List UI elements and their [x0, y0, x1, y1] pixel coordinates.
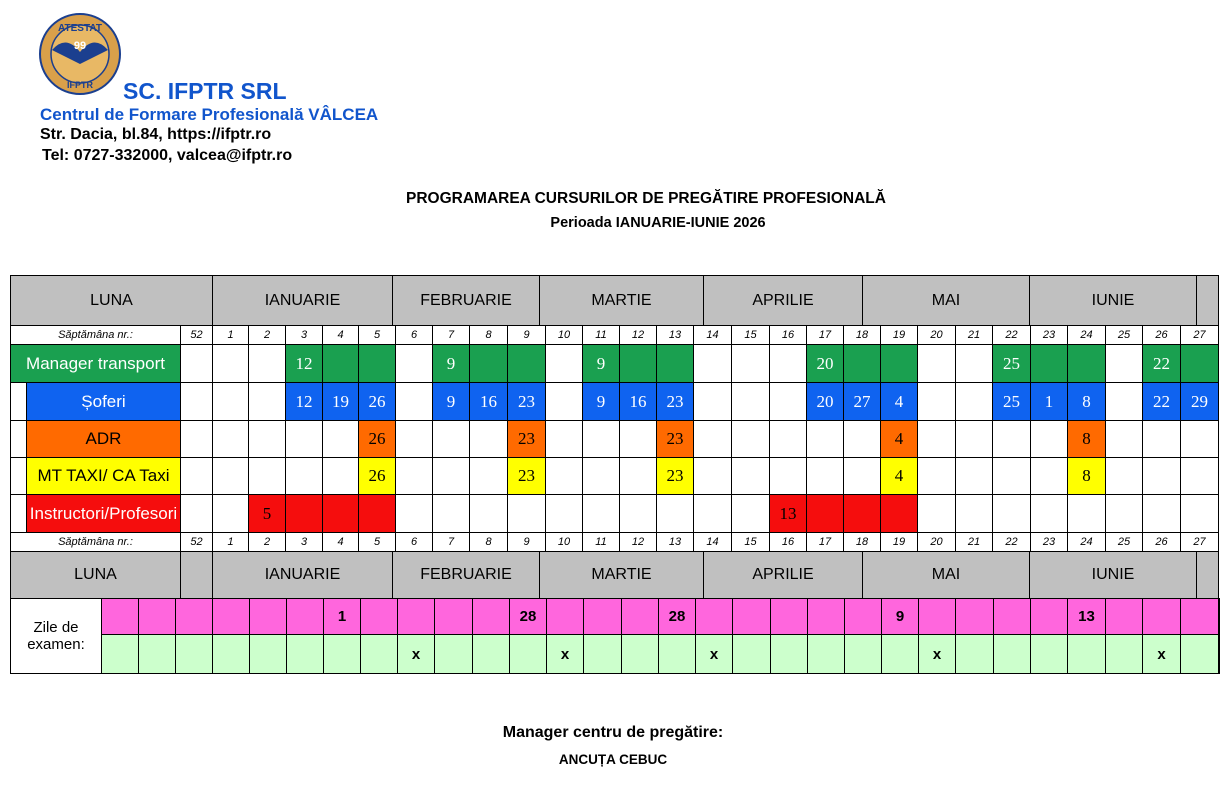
- week-number-bottom: 10: [545, 532, 583, 552]
- course-cell: [1142, 494, 1181, 533]
- course-cell: [395, 382, 433, 421]
- course-cell: [731, 494, 770, 533]
- course-cell: [955, 382, 993, 421]
- exam-day-cell: [101, 598, 139, 635]
- week-number-bottom: 24: [1067, 532, 1106, 552]
- month-header: FEBRUARIE: [392, 275, 540, 326]
- course-cell: [582, 420, 620, 458]
- week-number-bottom: 22: [992, 532, 1031, 552]
- address-line: Str. Dacia, bl.84, https://ifptr.ro: [40, 126, 272, 143]
- week-number-bottom: 13: [656, 532, 694, 552]
- week-number-bottom: 7: [432, 532, 470, 552]
- month-header-spacer-bottom: [1196, 551, 1219, 599]
- course-cell: [955, 420, 993, 458]
- week-number-bottom: 15: [731, 532, 770, 552]
- course-cell: 19: [322, 382, 359, 421]
- svg-text:IFPTR: IFPTR: [67, 80, 93, 90]
- course-cell: [917, 494, 956, 533]
- course-cell: [322, 344, 359, 383]
- exam-day-cell: [286, 598, 324, 635]
- course-label: MT TAXI/ CA Taxi: [26, 457, 181, 495]
- course-cell: [955, 457, 993, 495]
- exam-mark-cell: x: [695, 634, 733, 674]
- week-number: 13: [656, 325, 694, 345]
- month-header: APRILIE: [703, 275, 863, 326]
- exam-mark-cell: [807, 634, 845, 674]
- course-cell: 26: [358, 420, 396, 458]
- exam-mark-cell: [138, 634, 176, 674]
- week-number-bottom: 23: [1030, 532, 1068, 552]
- course-cell: [545, 457, 583, 495]
- luna-spacer-bottom: [180, 551, 213, 599]
- course-cell: 20: [806, 344, 844, 383]
- exam-day-cell: [138, 598, 176, 635]
- course-label: ADR: [26, 420, 181, 458]
- course-cell: 23: [507, 420, 546, 458]
- course-cell: 16: [619, 382, 657, 421]
- course-cell: [469, 494, 508, 533]
- luna-header: LUNA: [10, 275, 213, 326]
- course-cell: [507, 344, 546, 383]
- course-cell: [1030, 344, 1068, 383]
- week-number-bottom: 6: [395, 532, 433, 552]
- course-cell: [1067, 494, 1106, 533]
- exam-mark-cell: [732, 634, 771, 674]
- course-cell: [545, 344, 583, 383]
- course-cell: 22: [1142, 382, 1181, 421]
- exam-label: Zile de examen:: [10, 598, 102, 674]
- week-number: 24: [1067, 325, 1106, 345]
- exam-mark-cell: [175, 634, 213, 674]
- week-label-bottom: Săptămâna nr.:: [10, 532, 181, 552]
- course-cell: [582, 457, 620, 495]
- course-cell: [731, 457, 770, 495]
- course-cell: [285, 457, 323, 495]
- exam-day-cell: [770, 598, 808, 635]
- course-cell: [880, 344, 918, 383]
- exam-day-cell: 28: [509, 598, 547, 635]
- week-number: 2: [248, 325, 286, 345]
- course-cell: [1180, 494, 1219, 533]
- course-cell: [917, 457, 956, 495]
- week-number: 1: [212, 325, 249, 345]
- week-number-bottom: 9: [507, 532, 546, 552]
- exam-mark-cell: [1105, 634, 1143, 674]
- month-header: IUNIE: [1029, 275, 1197, 326]
- course-cell: [395, 494, 433, 533]
- course-cell: [1180, 457, 1219, 495]
- exam-day-cell: [1105, 598, 1143, 635]
- week-number: 26: [1142, 325, 1181, 345]
- week-number: 14: [693, 325, 732, 345]
- course-cell: [1142, 420, 1181, 458]
- course-cell: [248, 457, 286, 495]
- exam-mark-cell: x: [546, 634, 584, 674]
- exam-mark-cell: [1030, 634, 1068, 674]
- exam-mark-cell: [472, 634, 510, 674]
- course-cell: [619, 344, 657, 383]
- course-cell: 23: [656, 420, 694, 458]
- signature-role: Manager centru de pregătire:: [502, 724, 724, 741]
- month-header: MAI: [862, 275, 1030, 326]
- week-number: 15: [731, 325, 770, 345]
- week-number-bottom: 19: [880, 532, 918, 552]
- course-cell: [917, 420, 956, 458]
- week-number: 18: [843, 325, 881, 345]
- course-cell: [358, 494, 396, 533]
- course-cell: 26: [358, 457, 396, 495]
- course-cell: 8: [1067, 457, 1106, 495]
- exam-mark-cell: [212, 634, 250, 674]
- company-name: SC. IFPTR SRL: [123, 78, 287, 104]
- exam-day-cell: 28: [658, 598, 696, 635]
- week-number-bottom: 18: [843, 532, 881, 552]
- week-number: 52: [180, 325, 213, 345]
- course-cell: [992, 457, 1031, 495]
- course-cell: [693, 382, 732, 421]
- course-cell: [693, 420, 732, 458]
- course-cell: 26: [358, 382, 396, 421]
- exam-mark-cell: [360, 634, 398, 674]
- course-cell: [992, 420, 1031, 458]
- course-cell: 16: [469, 382, 508, 421]
- month-header-bottom: FEBRUARIE: [392, 551, 540, 599]
- course-cell: [731, 420, 770, 458]
- exam-mark-cell: [1218, 634, 1220, 674]
- course-cell: 23: [656, 457, 694, 495]
- week-number-bottom: 2: [248, 532, 286, 552]
- course-cell: [322, 420, 359, 458]
- course-cell: 25: [992, 344, 1031, 383]
- exam-mark-cell: x: [918, 634, 956, 674]
- month-header-spacer: [1196, 275, 1219, 326]
- exam-day-cell: [918, 598, 956, 635]
- course-cell: [212, 344, 249, 383]
- course-cell: [180, 420, 213, 458]
- course-cell: [769, 344, 807, 383]
- exam-day-cell: [844, 598, 882, 635]
- course-cell: 27: [843, 382, 881, 421]
- course-cell: [180, 494, 213, 533]
- week-number: 9: [507, 325, 546, 345]
- course-cell: [395, 420, 433, 458]
- exam-day-cell: [807, 598, 845, 635]
- course-cell: [248, 382, 286, 421]
- course-cell: [955, 344, 993, 383]
- course-label: Manager transport: [10, 344, 181, 383]
- course-cell: [1180, 344, 1219, 383]
- week-number: 7: [432, 325, 470, 345]
- course-cell: [806, 420, 844, 458]
- course-cell: [769, 457, 807, 495]
- course-cell: [212, 382, 249, 421]
- exam-day-cell: [1218, 598, 1220, 635]
- course-cell: [1105, 382, 1143, 421]
- course-cell: [469, 344, 508, 383]
- course-label-gap: [10, 457, 27, 495]
- exam-mark-cell: [509, 634, 547, 674]
- course-cell: [395, 344, 433, 383]
- week-number: 25: [1105, 325, 1143, 345]
- training-center-name: Centrul de Formare Profesională VÂLCEA: [40, 105, 379, 124]
- week-number-bottom: 8: [469, 532, 508, 552]
- exam-day-cell: [249, 598, 287, 635]
- course-cell: [322, 457, 359, 495]
- course-cell: [507, 494, 546, 533]
- week-number: 11: [582, 325, 620, 345]
- week-number-bottom: 21: [955, 532, 993, 552]
- course-cell: 22: [1142, 344, 1181, 383]
- course-cell: [806, 494, 844, 533]
- exam-mark-cell: x: [397, 634, 435, 674]
- course-cell: [545, 382, 583, 421]
- course-cell: 25: [992, 382, 1031, 421]
- svg-text:99: 99: [73, 40, 87, 52]
- course-cell: [619, 420, 657, 458]
- week-number-bottom: 4: [322, 532, 359, 552]
- signature-name: ANCUȚA CEBUC: [558, 752, 668, 767]
- course-cell: [843, 420, 881, 458]
- exam-mark-cell: [434, 634, 473, 674]
- course-cell: [731, 344, 770, 383]
- course-cell: 4: [880, 457, 918, 495]
- course-cell: 9: [432, 344, 470, 383]
- course-cell: 5: [248, 494, 286, 533]
- exam-mark-cell: [1180, 634, 1219, 674]
- exam-day-cell: [360, 598, 398, 635]
- course-cell: [1105, 494, 1143, 533]
- exam-mark-cell: [286, 634, 324, 674]
- week-number-bottom: 11: [582, 532, 620, 552]
- course-cell: [1105, 344, 1143, 383]
- course-cell: [248, 344, 286, 383]
- exam-mark-cell: [658, 634, 696, 674]
- exam-day-cell: [175, 598, 213, 635]
- week-label: Săptămâna nr.:: [10, 325, 181, 345]
- course-cell: [656, 494, 694, 533]
- course-cell: 12: [285, 344, 323, 383]
- week-number: 6: [395, 325, 433, 345]
- course-cell: [1105, 420, 1143, 458]
- week-number-bottom: 26: [1142, 532, 1181, 552]
- course-cell: [1067, 344, 1106, 383]
- course-cell: [656, 344, 694, 383]
- exam-mark-cell: [1067, 634, 1106, 674]
- exam-mark-cell: [955, 634, 994, 674]
- exam-mark-cell: [583, 634, 622, 674]
- course-cell: 4: [880, 382, 918, 421]
- week-number-bottom: 1: [212, 532, 249, 552]
- week-number-bottom: 20: [917, 532, 956, 552]
- exam-day-cell: [397, 598, 435, 635]
- exam-day-cell: 13: [1067, 598, 1106, 635]
- week-number-bottom: 3: [285, 532, 323, 552]
- document-period: Perioada IANUARIE-IUNIE 2026: [550, 215, 766, 231]
- exam-day-cell: [993, 598, 1031, 635]
- course-cell: [917, 344, 956, 383]
- svg-text:ATESTAT: ATESTAT: [58, 23, 102, 34]
- course-label-gap: [10, 382, 27, 421]
- week-number-bottom: 14: [693, 532, 732, 552]
- course-cell: [285, 420, 323, 458]
- week-number-bottom: 27: [1180, 532, 1219, 552]
- month-header-bottom: MAI: [862, 551, 1030, 599]
- course-cell: [432, 420, 470, 458]
- month-header-bottom: IUNIE: [1029, 551, 1197, 599]
- course-cell: [180, 457, 213, 495]
- week-number: 10: [545, 325, 583, 345]
- course-cell: [693, 344, 732, 383]
- course-label: Instructori/Profesori: [26, 494, 181, 533]
- course-cell: [469, 420, 508, 458]
- course-label-gap: [10, 420, 27, 458]
- course-cell: 9: [582, 344, 620, 383]
- month-header: IANUARIE: [212, 275, 393, 326]
- course-cell: [1030, 457, 1068, 495]
- exam-day-cell: 9: [881, 598, 919, 635]
- course-cell: [992, 494, 1031, 533]
- month-header-bottom: MARTIE: [539, 551, 704, 599]
- week-number: 20: [917, 325, 956, 345]
- course-cell: [1105, 457, 1143, 495]
- course-cell: [358, 344, 396, 383]
- course-cell: 4: [880, 420, 918, 458]
- course-cell: [693, 494, 732, 533]
- course-cell: [469, 457, 508, 495]
- course-cell: [322, 494, 359, 533]
- course-cell: [395, 457, 433, 495]
- exam-mark-cell: [621, 634, 659, 674]
- course-cell: [806, 457, 844, 495]
- week-number-bottom: 52: [180, 532, 213, 552]
- course-cell: [212, 457, 249, 495]
- course-label-gap: [10, 494, 27, 533]
- course-cell: 1: [1030, 382, 1068, 421]
- week-number: 12: [619, 325, 657, 345]
- exam-day-cell: [695, 598, 733, 635]
- week-number: 5: [358, 325, 396, 345]
- week-number: 17: [806, 325, 844, 345]
- course-cell: [180, 344, 213, 383]
- exam-day-cell: [1030, 598, 1068, 635]
- course-label: Șoferi: [26, 382, 181, 421]
- exam-mark-cell: [770, 634, 808, 674]
- course-cell: [180, 382, 213, 421]
- course-cell: [619, 457, 657, 495]
- exam-mark-cell: [881, 634, 919, 674]
- exam-mark-cell: [249, 634, 287, 674]
- course-cell: 8: [1067, 382, 1106, 421]
- month-header-bottom: APRILIE: [703, 551, 863, 599]
- course-cell: [955, 494, 993, 533]
- course-cell: [880, 494, 918, 533]
- course-cell: 23: [507, 382, 546, 421]
- course-cell: [545, 494, 583, 533]
- exam-mark-cell: [101, 634, 139, 674]
- course-cell: [693, 457, 732, 495]
- luna-header-bottom: LUNA: [10, 551, 181, 599]
- course-cell: [432, 494, 470, 533]
- course-cell: [248, 420, 286, 458]
- week-number-bottom: 12: [619, 532, 657, 552]
- week-number-bottom: 5: [358, 532, 396, 552]
- week-number: 21: [955, 325, 993, 345]
- course-cell: [582, 494, 620, 533]
- course-cell: 8: [1067, 420, 1106, 458]
- month-header-bottom: IANUARIE: [212, 551, 393, 599]
- course-cell: [619, 494, 657, 533]
- month-header: MARTIE: [539, 275, 704, 326]
- exam-mark-cell: [323, 634, 361, 674]
- course-cell: [1180, 420, 1219, 458]
- course-cell: 20: [806, 382, 844, 421]
- week-number: 27: [1180, 325, 1219, 345]
- course-cell: 13: [769, 494, 807, 533]
- exam-day-cell: [621, 598, 659, 635]
- exam-day-cell: [583, 598, 622, 635]
- course-cell: 23: [507, 457, 546, 495]
- course-cell: [917, 382, 956, 421]
- course-cell: [769, 382, 807, 421]
- week-number-bottom: 16: [769, 532, 807, 552]
- exam-mark-cell: [993, 634, 1031, 674]
- week-number: 8: [469, 325, 508, 345]
- week-number: 4: [322, 325, 359, 345]
- course-cell: [212, 494, 249, 533]
- course-cell: 12: [285, 382, 323, 421]
- course-cell: 9: [582, 382, 620, 421]
- course-cell: [843, 457, 881, 495]
- week-number: 16: [769, 325, 807, 345]
- course-cell: [432, 457, 470, 495]
- exam-day-cell: [1142, 598, 1181, 635]
- course-cell: [1142, 457, 1181, 495]
- exam-day-cell: [472, 598, 510, 635]
- exam-day-cell: [434, 598, 473, 635]
- exam-day-cell: [212, 598, 250, 635]
- week-number-bottom: 25: [1105, 532, 1143, 552]
- course-cell: [843, 494, 881, 533]
- course-cell: [545, 420, 583, 458]
- course-cell: [843, 344, 881, 383]
- exam-day-cell: [1180, 598, 1219, 635]
- course-cell: 9: [432, 382, 470, 421]
- week-number-bottom: 17: [806, 532, 844, 552]
- exam-day-cell: 1: [323, 598, 361, 635]
- week-number: 3: [285, 325, 323, 345]
- course-cell: 23: [656, 382, 694, 421]
- week-number: 23: [1030, 325, 1068, 345]
- course-cell: [1030, 420, 1068, 458]
- week-number: 22: [992, 325, 1031, 345]
- exam-day-cell: [732, 598, 771, 635]
- exam-mark-cell: [844, 634, 882, 674]
- course-cell: [1030, 494, 1068, 533]
- course-cell: [731, 382, 770, 421]
- exam-day-cell: [955, 598, 994, 635]
- contact-line: Tel: 0727-332000, valcea@ifptr.ro: [42, 147, 293, 164]
- course-cell: [212, 420, 249, 458]
- week-number: 19: [880, 325, 918, 345]
- course-cell: 29: [1180, 382, 1219, 421]
- exam-day-cell: [546, 598, 584, 635]
- course-cell: [285, 494, 323, 533]
- document-title: PROGRAMAREA CURSURILOR DE PREGĂTIRE PROFESIONALĂ: [406, 190, 886, 207]
- course-cell: [769, 420, 807, 458]
- exam-mark-cell: x: [1142, 634, 1181, 674]
